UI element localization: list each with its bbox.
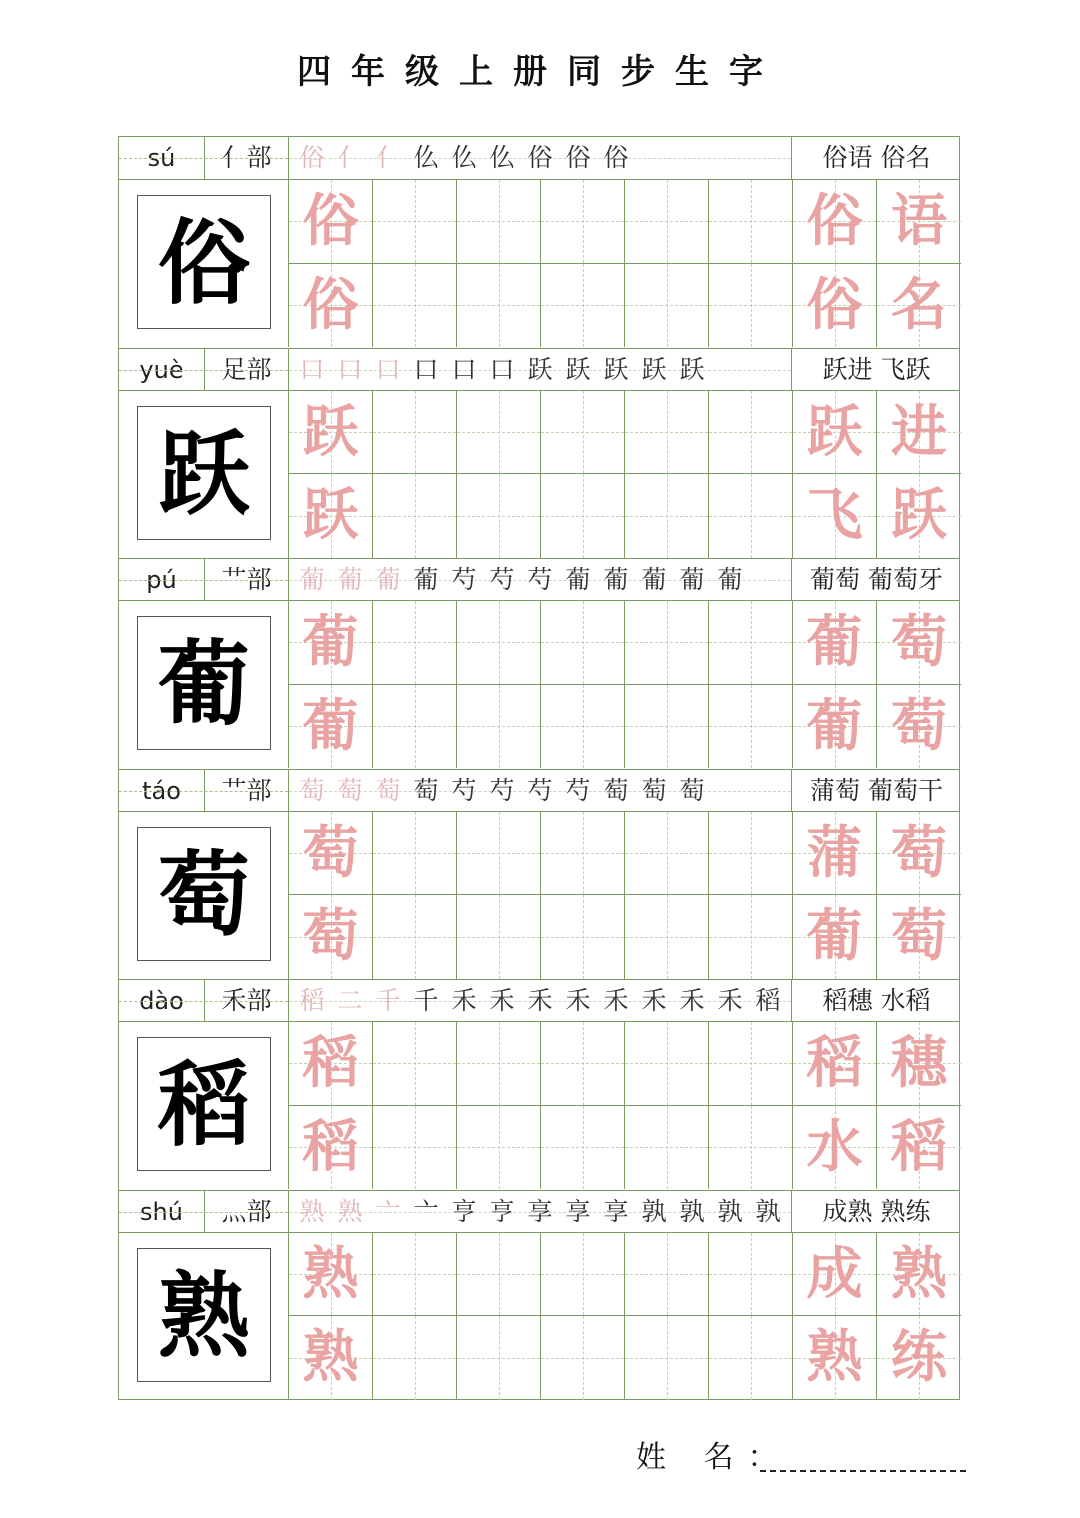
trace-character: 葡 [302, 609, 359, 675]
stroke-step: 葡 [679, 565, 705, 594]
stroke-step: 俗 [603, 143, 629, 172]
stroke-step: 葡 [413, 565, 439, 594]
writing-cell[interactable] [289, 1022, 373, 1106]
model-character-cell [119, 601, 289, 768]
header-row [119, 348, 959, 391]
radical-label: 灬部 [205, 1191, 289, 1233]
model-character-frame [137, 406, 271, 540]
header-row [119, 1190, 959, 1233]
stroke-step: 享 [603, 1196, 629, 1226]
writing-cell[interactable] [625, 1106, 709, 1190]
writing-cell[interactable] [709, 391, 793, 475]
stroke-step: 葡 [337, 565, 363, 594]
pinyin-label: dào [119, 980, 205, 1022]
writing-cell[interactable] [289, 474, 373, 558]
writing-cell[interactable] [709, 1022, 793, 1106]
stroke-step: 熟 [337, 1196, 363, 1226]
writing-cell[interactable] [541, 1233, 625, 1317]
writing-cell[interactable] [877, 474, 961, 558]
practice-sheet [118, 136, 960, 1400]
writing-cell[interactable] [373, 1316, 457, 1400]
trace-character: 跃 [302, 398, 359, 465]
trace-character: 成 [806, 1240, 863, 1307]
writing-cell[interactable] [625, 180, 709, 264]
trace-character: 飞 [806, 482, 863, 548]
stroke-step: 孰 [679, 1196, 705, 1226]
trace-character: 语 [891, 188, 947, 254]
stroke-step: 跃 [641, 354, 667, 384]
writing-cell[interactable] [625, 264, 709, 348]
writing-grid [289, 601, 961, 768]
stroke-step: 孰 [641, 1196, 667, 1226]
trace-character: 萄 [891, 819, 947, 886]
page-title: 四年级上册同步生字 [297, 52, 783, 92]
writing-cell[interactable] [877, 1022, 961, 1106]
writing-cell[interactable] [877, 1316, 961, 1400]
header-row [119, 769, 959, 812]
writing-cell[interactable] [793, 1233, 877, 1317]
writing-cell[interactable] [373, 812, 457, 896]
stroke-step: 千 [413, 986, 439, 1015]
writing-cell[interactable] [373, 601, 457, 685]
trace-character: 俗 [302, 271, 359, 338]
writing-grid [289, 391, 961, 558]
stroke-step: 稻 [755, 986, 781, 1015]
stroke-step: 亨 [489, 1196, 515, 1226]
stroke-step: 跃 [565, 354, 591, 384]
writing-cell[interactable] [289, 601, 373, 685]
header-row [119, 979, 959, 1022]
writing-cell[interactable] [625, 685, 709, 769]
stroke-step: 二 [337, 986, 363, 1015]
stroke-step: 萄 [375, 775, 401, 805]
pinyin-label: yuè [119, 349, 205, 391]
writing-cell[interactable] [793, 601, 877, 685]
stroke-step: 禾 [717, 986, 743, 1015]
stroke-step: 仫 [489, 143, 515, 172]
stroke-step: 芍 [527, 565, 553, 594]
writing-cell[interactable] [877, 601, 961, 685]
writing-cell[interactable] [541, 264, 625, 348]
writing-cell[interactable] [709, 474, 793, 558]
stroke-step: 萄 [337, 775, 363, 805]
writing-cell[interactable] [793, 264, 877, 348]
writing-cell[interactable] [541, 895, 625, 979]
writing-cell[interactable] [625, 1022, 709, 1106]
pinyin-label: shú [119, 1191, 205, 1233]
writing-cell[interactable] [457, 1233, 541, 1317]
stroke-order-row [289, 349, 792, 391]
model-character-cell [119, 1022, 289, 1189]
writing-cell[interactable] [541, 391, 625, 475]
writing-cell[interactable] [877, 264, 961, 348]
writing-cell[interactable] [877, 685, 961, 769]
writing-cell[interactable] [373, 474, 457, 558]
writing-grid [289, 1022, 961, 1189]
pinyin-label: pú [119, 559, 205, 601]
radical-label: 禾部 [205, 980, 289, 1022]
writing-cell[interactable] [373, 264, 457, 348]
trace-character: 熟 [806, 1324, 863, 1390]
writing-cell[interactable] [457, 264, 541, 348]
stroke-step: 禾 [603, 986, 629, 1015]
stroke-step: 萄 [413, 775, 439, 805]
writing-cell[interactable] [793, 685, 877, 769]
stroke-order-row [289, 559, 792, 601]
model-character-frame [137, 1037, 271, 1171]
stroke-order-row [289, 980, 792, 1022]
writing-cell[interactable] [373, 1022, 457, 1106]
stroke-step: 禾 [489, 986, 515, 1015]
stroke-step: 禾 [527, 986, 553, 1015]
model-character: 葡 [157, 630, 250, 738]
stroke-step: 口 [413, 354, 439, 384]
writing-cell[interactable] [793, 895, 877, 979]
stroke-step: 口 [337, 354, 363, 384]
model-character: 萄 [157, 840, 250, 949]
stroke-step: 禾 [451, 986, 477, 1015]
writing-cell[interactable] [541, 1106, 625, 1190]
stroke-step: 仫 [413, 143, 439, 172]
stroke-step: 禾 [565, 986, 591, 1015]
header-guide-line [119, 1212, 288, 1213]
stroke-step: 萄 [679, 775, 705, 805]
writing-cell[interactable] [877, 895, 961, 979]
character-block [119, 979, 959, 1190]
writing-cell[interactable] [457, 1106, 541, 1190]
stroke-step: 孰 [755, 1196, 781, 1226]
stroke-step: 葡 [641, 565, 667, 594]
trace-character: 熟 [891, 1240, 947, 1307]
stroke-step: 口 [489, 354, 515, 384]
stroke-step: 跃 [679, 354, 705, 384]
writing-cell[interactable] [541, 812, 625, 896]
stroke-order-row [289, 137, 792, 179]
stroke-step: 口 [375, 354, 401, 384]
writing-cell[interactable] [793, 180, 877, 264]
writing-cell[interactable] [709, 264, 793, 348]
writing-cell[interactable] [709, 685, 793, 769]
stroke-step: 亻 [337, 143, 363, 172]
model-character-cell [119, 391, 289, 558]
model-character: 稻 [157, 1051, 250, 1159]
example-words: 稻穗 水稻 [822, 986, 931, 1015]
stroke-step: 俗 [527, 143, 553, 172]
writing-cell[interactable] [289, 685, 373, 769]
writing-cell[interactable] [793, 812, 877, 896]
model-character-cell [119, 812, 289, 979]
example-words: 蒲萄 葡萄干 [810, 775, 943, 805]
stroke-step: 禾 [679, 986, 705, 1015]
example-words: 葡萄 葡萄牙 [810, 565, 943, 594]
model-character: 熟 [157, 1261, 250, 1370]
model-character-cell [119, 1233, 289, 1400]
pinyin-label: sú [119, 137, 205, 179]
writing-cell[interactable] [289, 812, 373, 896]
writing-cell[interactable] [793, 391, 877, 475]
writing-cell[interactable] [541, 180, 625, 264]
writing-cell[interactable] [457, 391, 541, 475]
trace-character: 萄 [891, 609, 947, 675]
writing-cell[interactable] [289, 391, 373, 475]
stroke-step: 亨 [451, 1196, 477, 1226]
writing-cell[interactable] [373, 180, 457, 264]
trace-character: 进 [891, 398, 947, 465]
stroke-step: 葡 [565, 565, 591, 594]
stroke-step: 芍 [451, 775, 477, 805]
example-words: 成熟 熟练 [822, 1196, 931, 1226]
trace-character: 跃 [806, 398, 863, 465]
header-guide-line [119, 1001, 288, 1002]
trace-character: 稻 [891, 1113, 947, 1180]
writing-cell[interactable] [457, 180, 541, 264]
radical-label: 艹部 [205, 770, 289, 812]
writing-cell[interactable] [709, 180, 793, 264]
model-character-frame [137, 1248, 271, 1382]
writing-cell[interactable] [541, 474, 625, 558]
header-guide-line [119, 580, 288, 581]
trace-character: 葡 [806, 903, 863, 969]
writing-cell[interactable] [457, 1316, 541, 1400]
stroke-step: 芍 [489, 565, 515, 594]
radical-label: 艹部 [205, 559, 289, 601]
writing-cell[interactable] [709, 1106, 793, 1190]
name-label: 姓 名： [636, 1440, 792, 1475]
writing-cell[interactable] [625, 1316, 709, 1400]
trace-character: 稻 [302, 1030, 359, 1096]
stroke-step: 俗 [565, 143, 591, 172]
trace-character: 稻 [302, 1113, 359, 1180]
writing-cell[interactable] [289, 1106, 373, 1190]
writing-cell[interactable] [457, 812, 541, 896]
trace-character: 萄 [891, 692, 947, 759]
trace-character: 俗 [806, 271, 863, 338]
writing-cell[interactable] [457, 601, 541, 685]
writing-cell[interactable] [289, 1316, 373, 1400]
writing-cell[interactable] [541, 1316, 625, 1400]
writing-cell[interactable] [877, 180, 961, 264]
stroke-step: 萄 [603, 775, 629, 805]
example-words: 俗语 俗名 [822, 143, 931, 172]
writing-cell[interactable] [625, 474, 709, 558]
trace-character: 熟 [302, 1240, 359, 1307]
writing-cell[interactable] [793, 1316, 877, 1400]
character-block [119, 1190, 959, 1401]
stroke-step: 芍 [451, 565, 477, 594]
writing-cell[interactable] [877, 1106, 961, 1190]
trace-character: 水 [806, 1113, 863, 1180]
header-row [119, 558, 959, 601]
header-guide-line [119, 791, 288, 792]
trace-character: 跃 [891, 482, 947, 548]
writing-cell[interactable] [709, 601, 793, 685]
writing-grid [289, 180, 961, 347]
trace-character: 稻 [806, 1030, 863, 1096]
writing-cell[interactable] [457, 685, 541, 769]
stroke-step: 熟 [299, 1196, 325, 1226]
writing-cell[interactable] [373, 1106, 457, 1190]
writing-cell[interactable] [877, 812, 961, 896]
stroke-step: 萄 [641, 775, 667, 805]
trace-character: 葡 [806, 692, 863, 759]
character-block [119, 348, 959, 559]
writing-cell[interactable] [877, 391, 961, 475]
trace-character: 蒲 [806, 819, 863, 886]
stroke-step: 葡 [717, 565, 743, 594]
model-character-frame [137, 616, 271, 750]
writing-cell[interactable] [709, 895, 793, 979]
writing-cell[interactable] [541, 685, 625, 769]
trace-character: 俗 [302, 188, 359, 254]
trace-character: 萄 [302, 819, 359, 886]
writing-cell[interactable] [457, 895, 541, 979]
writing-cell[interactable] [625, 601, 709, 685]
stroke-step: 禾 [641, 986, 667, 1015]
trace-character: 名 [891, 271, 947, 338]
header-guide-line [119, 370, 288, 371]
writing-cell[interactable] [625, 895, 709, 979]
writing-cell[interactable] [373, 895, 457, 979]
stroke-step: 葡 [603, 565, 629, 594]
trace-character: 俗 [806, 188, 863, 254]
writing-cell[interactable] [793, 1106, 877, 1190]
stroke-step: 亠 [413, 1196, 439, 1226]
stroke-step: 跃 [527, 354, 553, 384]
writing-cell[interactable] [793, 474, 877, 558]
writing-cell[interactable] [289, 895, 373, 979]
trace-character: 穗 [891, 1030, 947, 1096]
stroke-step: 俗 [299, 143, 325, 172]
model-character: 俗 [157, 209, 250, 317]
writing-cell[interactable] [373, 1233, 457, 1317]
writing-cell[interactable] [373, 685, 457, 769]
character-block [119, 769, 959, 980]
writing-cell[interactable] [289, 180, 373, 264]
stroke-order-row [289, 1191, 792, 1233]
writing-cell[interactable] [457, 474, 541, 558]
character-block [119, 558, 959, 769]
stroke-order-row [289, 770, 792, 812]
stroke-step: 葡 [375, 565, 401, 594]
writing-cell[interactable] [457, 1022, 541, 1106]
writing-cell[interactable] [625, 391, 709, 475]
writing-cell[interactable] [541, 601, 625, 685]
stroke-step: 亠 [375, 1196, 401, 1226]
writing-cell[interactable] [709, 812, 793, 896]
stroke-step: 亻 [375, 143, 401, 172]
stroke-step: 跃 [603, 354, 629, 384]
stroke-step: 享 [527, 1196, 553, 1226]
header-row [119, 137, 959, 180]
trace-character: 跃 [302, 482, 359, 548]
trace-character: 萄 [302, 903, 359, 969]
radical-label: 足部 [205, 349, 289, 391]
stroke-step: 芍 [489, 775, 515, 805]
stroke-step: 萄 [299, 775, 325, 805]
stroke-step: 享 [565, 1196, 591, 1226]
name-input-line[interactable] [760, 1470, 966, 1472]
radical-label: 亻部 [205, 137, 289, 179]
character-block [119, 137, 959, 348]
stroke-step: 稻 [299, 986, 325, 1015]
stroke-step: 口 [299, 354, 325, 384]
writing-grid [289, 812, 961, 979]
writing-cell[interactable] [289, 264, 373, 348]
writing-cell[interactable] [289, 1233, 373, 1317]
trace-character: 萄 [891, 903, 947, 969]
trace-character: 练 [891, 1324, 947, 1390]
stroke-step: 孰 [717, 1196, 743, 1226]
trace-character: 葡 [302, 692, 359, 759]
writing-cell[interactable] [877, 1233, 961, 1317]
pinyin-label: táo [119, 770, 205, 812]
stroke-step: 千 [375, 986, 401, 1015]
stroke-step: 芍 [565, 775, 591, 805]
trace-character: 熟 [302, 1324, 359, 1390]
trace-character: 葡 [806, 609, 863, 675]
writing-grid [289, 1233, 961, 1400]
stroke-step: 葡 [299, 565, 325, 594]
writing-cell[interactable] [625, 1233, 709, 1317]
writing-cell[interactable] [709, 1233, 793, 1317]
header-guide-line [119, 158, 288, 159]
model-character-frame [137, 195, 271, 329]
writing-cell[interactable] [373, 391, 457, 475]
model-character-frame [137, 827, 271, 961]
stroke-step: 口 [451, 354, 477, 384]
writing-cell[interactable] [709, 1316, 793, 1400]
model-character: 跃 [157, 419, 250, 528]
stroke-step: 仫 [451, 143, 477, 172]
example-words: 跃进 飞跃 [822, 354, 931, 384]
model-character-cell [119, 180, 289, 347]
stroke-step: 芍 [527, 775, 553, 805]
writing-cell[interactable] [793, 1022, 877, 1106]
writing-cell[interactable] [541, 1022, 625, 1106]
writing-cell[interactable] [625, 812, 709, 896]
